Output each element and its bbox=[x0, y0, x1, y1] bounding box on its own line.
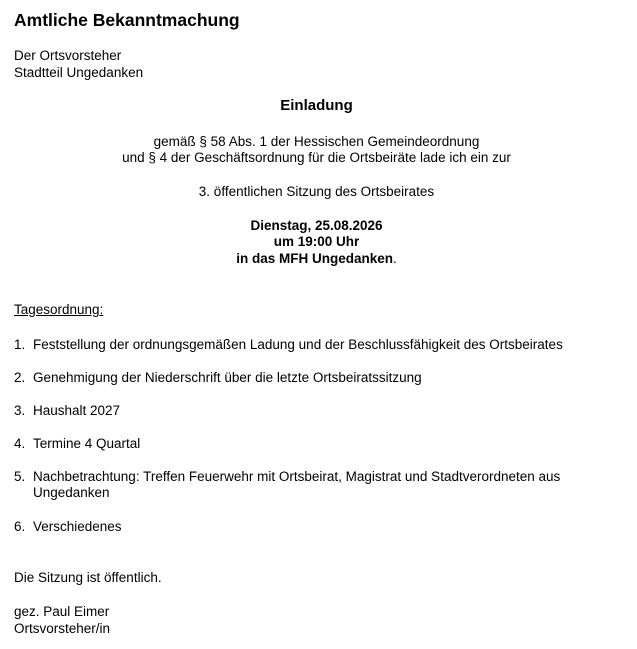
public-session-note: Die Sitzung ist öffentlich. bbox=[14, 570, 162, 585]
agenda-item-text: Haushalt 2027 bbox=[33, 403, 121, 418]
agenda-item-text: Verschiedenes bbox=[33, 519, 122, 534]
agenda-item-text: Genehmigung der Niederschrift über die letzte Ortsbeiratssitzung bbox=[33, 370, 422, 385]
meeting-place-period: . bbox=[393, 251, 397, 266]
signature-name: gez. Paul Eimer bbox=[14, 604, 110, 619]
meeting-place-line bbox=[14, 251, 619, 267]
agenda-item bbox=[14, 403, 619, 419]
agenda-item-number: 6. bbox=[14, 519, 26, 534]
agenda-item-number: 2. bbox=[14, 370, 26, 385]
agenda-item bbox=[14, 519, 619, 535]
agenda-item-text: Feststellung der ordnungsgemäßen Ladung und der Beschlussfähigkeit des Ortsbeirates bbox=[33, 337, 563, 352]
agenda-item-text: Nachbetrachtung: Treffen Feuerwehr mit Ortsbeirat, Magistrat und Stadtverordneten aus Ungedanken bbox=[33, 469, 561, 500]
agenda-item bbox=[14, 469, 619, 501]
invitation-legal-line-2: und § 4 der Geschäftsordnung für die Ortsbeiräte lade ich ein zur bbox=[122, 150, 511, 165]
agenda-item-number: 3. bbox=[14, 403, 26, 418]
agenda-item-number: 4. bbox=[14, 436, 26, 451]
agenda-label: Tagesordnung: bbox=[14, 302, 104, 317]
agenda-item-text: Termine 4 Quartal bbox=[33, 436, 141, 451]
meeting-time: um 19:00 Uhr bbox=[273, 234, 360, 249]
meeting-date: Dienstag, 25.08.2026 bbox=[250, 218, 383, 233]
agenda-item-number: 1. bbox=[14, 337, 26, 352]
sender-line-2: Stadtteil Ungedanken bbox=[14, 65, 144, 80]
sender-line-1: Der Ortsvorsteher bbox=[14, 48, 122, 63]
session-line: 3. öffentlichen Sitzung des Ortsbeirates bbox=[198, 184, 435, 199]
agenda-item-number: 5. bbox=[14, 469, 26, 484]
invitation-legal-line-1: gemäß § 58 Abs. 1 der Hessischen Gemeindeordnung bbox=[153, 134, 480, 149]
meeting-place: in das MFH Ungedanken bbox=[236, 251, 393, 266]
agenda-item bbox=[14, 370, 619, 386]
agenda-item bbox=[14, 436, 619, 452]
agenda-item bbox=[14, 337, 619, 353]
invitation-title: Einladung bbox=[280, 97, 353, 114]
signature-role: Ortsvorsteher/in bbox=[14, 621, 111, 636]
document-heading: Amtliche Bekanntmachung bbox=[14, 10, 240, 30]
